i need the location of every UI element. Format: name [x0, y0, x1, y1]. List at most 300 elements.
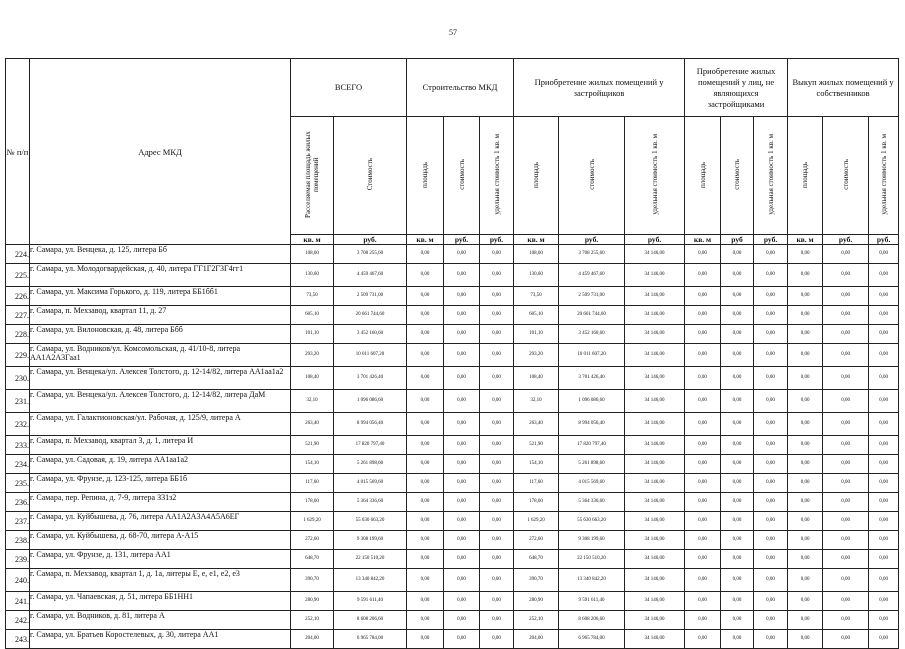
row-number: 240. — [6, 569, 30, 592]
row-value: 0,00 — [444, 367, 480, 390]
table-row — [6, 611, 899, 630]
row-number: 235. — [6, 474, 30, 493]
row-value: 0,00 — [788, 630, 823, 649]
row-value: 0,00 — [685, 630, 721, 649]
unit-cell: руб. — [334, 235, 407, 245]
row-value: 0,00 — [721, 455, 754, 474]
col-nondev-unit: удельная стоимость 1 кв. м — [754, 117, 788, 235]
row-value: 1 096 086,60 — [334, 390, 407, 413]
row-value: 0,00 — [444, 413, 480, 436]
row-value: 4 015 569,60 — [559, 474, 625, 493]
row-number: 243. — [6, 630, 30, 649]
row-value: 0,00 — [407, 306, 444, 325]
row-value: 55 630 663,20 — [334, 512, 407, 531]
row-value: 0,00 — [823, 493, 869, 512]
row-value: 0,00 — [685, 344, 721, 367]
row-value: 0,00 — [869, 550, 899, 569]
row-value: 0,00 — [407, 493, 444, 512]
row-value: 0,00 — [754, 493, 788, 512]
row-value: 34 146,00 — [625, 344, 685, 367]
row-value: 0,00 — [721, 493, 754, 512]
row-value: 34 146,00 — [625, 550, 685, 569]
row-value: 0,00 — [721, 569, 754, 592]
row-value: 0,00 — [444, 287, 480, 306]
row-value: 5 261 898,60 — [334, 455, 407, 474]
row-value: 0,00 — [869, 493, 899, 512]
row-number: 233. — [6, 436, 30, 455]
row-address: г. Самара, ул. Фрунзе, д. 123-125, литера ББ1б — [30, 474, 291, 493]
row-address: г. Самара, ул. Венцека/ул. Алексея Толстого, д. 12-14/82, литера АА1аа1а2 — [30, 367, 291, 390]
row-value: 0,00 — [754, 474, 788, 493]
table-row — [6, 264, 899, 287]
row-value: 0,00 — [823, 325, 869, 344]
row-value: 0,00 — [407, 325, 444, 344]
row-value: 0,00 — [721, 344, 754, 367]
row-value: 0,00 — [444, 531, 480, 550]
row-value: 34 146,00 — [625, 592, 685, 611]
row-value: 0,00 — [721, 611, 754, 630]
row-number: 232. — [6, 413, 30, 436]
row-address: г. Самара, ул. Садовая, д. 19, литера АА1аа1а2 — [30, 455, 291, 474]
row-address: г. Самара, п. Мехзавод, квартал 11, д. 27 — [30, 306, 291, 325]
row-value: 521,90 — [291, 436, 334, 455]
row-value: 0,00 — [480, 367, 514, 390]
row-value: 0,00 — [721, 287, 754, 306]
row-value: 0,00 — [685, 325, 721, 344]
row-value: 0,00 — [754, 367, 788, 390]
row-value: 0,00 — [823, 245, 869, 264]
unit-cell: руб. — [480, 235, 514, 245]
row-value: 252,10 — [514, 611, 559, 630]
row-value: 9 591 611,40 — [559, 592, 625, 611]
row-value: 73,50 — [514, 287, 559, 306]
row-value: 0,00 — [823, 390, 869, 413]
row-value: 0,00 — [823, 367, 869, 390]
row-value: 34 146,00 — [625, 325, 685, 344]
row-value: 1 096 086,60 — [559, 390, 625, 413]
row-value: 0,00 — [407, 550, 444, 569]
table-row — [6, 592, 899, 611]
row-value: 648,70 — [291, 550, 334, 569]
row-value: 0,00 — [754, 390, 788, 413]
row-value: 0,00 — [407, 531, 444, 550]
row-value: 6 965 784,00 — [559, 630, 625, 649]
row-value: 10 011 607,20 — [334, 344, 407, 367]
row-value: 0,00 — [754, 569, 788, 592]
row-value: 0,00 — [869, 390, 899, 413]
row-value: 0,00 — [754, 287, 788, 306]
row-value: 3 708 255,60 — [334, 245, 407, 264]
col-total-cost: Стоимость — [334, 117, 407, 235]
table-row — [6, 569, 899, 592]
row-value: 0,00 — [444, 264, 480, 287]
row-value: 0,00 — [407, 569, 444, 592]
table-row — [6, 325, 899, 344]
row-number: 236. — [6, 493, 30, 512]
row-value: 0,00 — [823, 550, 869, 569]
row-value: 0,00 — [480, 344, 514, 367]
row-value: 0,00 — [788, 367, 823, 390]
row-value: 0,00 — [480, 413, 514, 436]
row-value: 0,00 — [407, 287, 444, 306]
row-value: 0,00 — [444, 436, 480, 455]
row-value: 0,00 — [823, 531, 869, 550]
row-value: 17 820 797,40 — [334, 436, 407, 455]
row-value: 17 820 797,40 — [559, 436, 625, 455]
row-value: 0,00 — [444, 306, 480, 325]
row-value: 0,00 — [823, 611, 869, 630]
row-value: 0,00 — [754, 531, 788, 550]
row-value: 0,00 — [788, 306, 823, 325]
row-value: 0,00 — [869, 474, 899, 493]
row-value: 22 150 510,20 — [334, 550, 407, 569]
row-value: 0,00 — [823, 306, 869, 325]
row-value: 0,00 — [407, 474, 444, 493]
table-row — [6, 493, 899, 512]
row-value: 0,00 — [754, 436, 788, 455]
row-address: г. Самара, пер. Репина, д. 7-9, литера З31з2 — [30, 493, 291, 512]
row-value: 0,00 — [721, 592, 754, 611]
table-row — [6, 436, 899, 455]
table-row — [6, 630, 899, 649]
row-value: 0,00 — [480, 287, 514, 306]
unit-cell: кв. м — [407, 235, 444, 245]
row-value: 0,00 — [480, 264, 514, 287]
row-value: 130,60 — [291, 264, 334, 287]
row-value: 0,00 — [788, 592, 823, 611]
row-value: 204,00 — [291, 630, 334, 649]
row-value: 1 629,20 — [291, 512, 334, 531]
row-value: 0,00 — [480, 512, 514, 531]
row-value: 0,00 — [788, 550, 823, 569]
row-value: 0,00 — [685, 367, 721, 390]
row-value: 34 146,00 — [625, 367, 685, 390]
row-address: г. Самара, ул. Водников, д. 81, литера А — [30, 611, 291, 630]
row-value: 0,00 — [869, 306, 899, 325]
col-buy-area: площадь — [788, 117, 823, 235]
row-value: 0,00 — [685, 474, 721, 493]
row-value: 0,00 — [869, 592, 899, 611]
row-value: 34 146,00 — [625, 630, 685, 649]
row-value: 4 459 467,60 — [334, 264, 407, 287]
row-value: 0,00 — [788, 455, 823, 474]
row-value: 0,00 — [788, 569, 823, 592]
row-value: 263,40 — [291, 413, 334, 436]
col-nondev-cost: стоимость — [721, 117, 754, 235]
row-value: 0,00 — [823, 436, 869, 455]
col-dev-area: площадь — [514, 117, 559, 235]
row-value: 0,00 — [444, 569, 480, 592]
row-value: 1 629,20 — [514, 512, 559, 531]
row-value: 108,40 — [291, 367, 334, 390]
col-buy-unit: удельная стоимость 1 кв. м — [869, 117, 899, 235]
row-value: 0,00 — [788, 436, 823, 455]
row-value: 34 146,00 — [625, 436, 685, 455]
row-address: г. Самара, п. Мехзавод, квартал 1, д. 1а, литеры Е, е, е1, е2, е3 — [30, 569, 291, 592]
row-value: 10 011 607,20 — [559, 344, 625, 367]
row-value: 101,10 — [514, 325, 559, 344]
row-value: 9 308 199,60 — [559, 531, 625, 550]
row-number: 230. — [6, 367, 30, 390]
row-value: 0,00 — [788, 264, 823, 287]
row-value: 0,00 — [480, 306, 514, 325]
col-dev-unit: удельная стоимость 1 кв. м — [625, 117, 685, 235]
row-value: 34 146,00 — [625, 264, 685, 287]
row-value: 154,10 — [291, 455, 334, 474]
address-header: Адрес МКД — [30, 59, 291, 245]
row-value: 0,00 — [685, 436, 721, 455]
unit-cell: руб — [721, 235, 754, 245]
row-number: 241. — [6, 592, 30, 611]
row-value: 0,00 — [407, 413, 444, 436]
row-value: 0,00 — [685, 287, 721, 306]
group-nondevelopers-header: Приобретение жилых помещений у лиц, не являющихся застройщиками — [685, 59, 788, 117]
row-value: 0,00 — [869, 512, 899, 531]
row-value: 34 146,00 — [625, 413, 685, 436]
row-value: 0,00 — [754, 611, 788, 630]
row-address: г. Самара, ул. Галактионовская/ул. Рабочая, д. 125/9, литера А — [30, 413, 291, 436]
row-value: 0,00 — [480, 325, 514, 344]
row-value: 0,00 — [823, 630, 869, 649]
row-value: 0,00 — [869, 531, 899, 550]
row-value: 55 630 663,20 — [559, 512, 625, 531]
row-value: 20 661 744,60 — [559, 306, 625, 325]
row-value: 263,40 — [514, 413, 559, 436]
row-value: 0,00 — [721, 550, 754, 569]
row-value: 0,00 — [754, 592, 788, 611]
row-value: 0,00 — [788, 325, 823, 344]
row-value: 0,00 — [685, 569, 721, 592]
row-value: 0,00 — [685, 493, 721, 512]
unit-cell: руб. — [754, 235, 788, 245]
row-value: 0,00 — [721, 367, 754, 390]
group-buyout-header: Выкуп жилых помещений у собственников — [788, 59, 899, 117]
row-value: 0,00 — [480, 630, 514, 649]
row-value: 0,00 — [480, 474, 514, 493]
row-value: 0,00 — [788, 512, 823, 531]
group-total-header: ВСЕГО — [291, 59, 407, 117]
row-value: 3 708 255,60 — [559, 245, 625, 264]
col-constr-cost: стоимость — [444, 117, 480, 235]
table-row — [6, 390, 899, 413]
row-value: 648,70 — [514, 550, 559, 569]
row-value: 0,00 — [823, 344, 869, 367]
row-value: 0,00 — [480, 390, 514, 413]
row-address: г. Самара, ул. Фрунзе, д. 131, литера АА1 — [30, 550, 291, 569]
row-value: 2 509 731,00 — [334, 287, 407, 306]
unit-cell: руб. — [625, 235, 685, 245]
row-value: 154,10 — [514, 455, 559, 474]
row-value: 0,00 — [869, 287, 899, 306]
row-value: 4 459 467,60 — [559, 264, 625, 287]
row-value: 13 340 842,20 — [559, 569, 625, 592]
row-value: 4 015 569,60 — [334, 474, 407, 493]
row-value: 0,00 — [407, 390, 444, 413]
table-row — [6, 474, 899, 493]
row-value: 0,00 — [754, 245, 788, 264]
unit-cell: руб. — [444, 235, 480, 245]
row-value: 0,00 — [788, 390, 823, 413]
table-row — [6, 550, 899, 569]
row-value: 0,00 — [788, 245, 823, 264]
row-value: 280,90 — [514, 592, 559, 611]
row-value: 390,70 — [514, 569, 559, 592]
row-address: г. Самара, п. Мехзавод, квартал 3, д. 1, литера И — [30, 436, 291, 455]
row-value: 0,00 — [721, 413, 754, 436]
row-value: 0,00 — [721, 512, 754, 531]
row-number: 231. — [6, 390, 30, 413]
row-value: 0,00 — [869, 325, 899, 344]
row-value: 0,00 — [788, 493, 823, 512]
row-value: 0,00 — [754, 550, 788, 569]
row-value: 204,00 — [514, 630, 559, 649]
row-value: 0,00 — [869, 413, 899, 436]
row-value: 0,00 — [754, 512, 788, 531]
col-nondev-area: площадь — [685, 117, 721, 235]
page-number: 57 — [449, 28, 457, 37]
row-value: 0,00 — [407, 455, 444, 474]
row-value: 0,00 — [444, 390, 480, 413]
row-value: 293,20 — [291, 344, 334, 367]
row-value: 3 452 160,60 — [559, 325, 625, 344]
row-value: 34 146,00 — [625, 493, 685, 512]
row-value: 0,00 — [444, 455, 480, 474]
unit-cell: кв. м — [788, 235, 823, 245]
row-value: 13 340 842,20 — [334, 569, 407, 592]
row-value: 0,00 — [407, 436, 444, 455]
row-value: 0,00 — [480, 611, 514, 630]
row-value: 521,90 — [514, 436, 559, 455]
row-value: 0,00 — [721, 306, 754, 325]
row-value: 0,00 — [444, 325, 480, 344]
row-value: 0,00 — [444, 344, 480, 367]
row-value: 0,00 — [480, 569, 514, 592]
unit-cell: руб. — [869, 235, 899, 245]
row-value: 0,00 — [869, 264, 899, 287]
table-row — [6, 367, 899, 390]
row-value: 252,10 — [291, 611, 334, 630]
row-value: 0,00 — [685, 611, 721, 630]
row-value: 0,00 — [788, 474, 823, 493]
row-value: 0,00 — [685, 245, 721, 264]
row-value: 0,00 — [823, 512, 869, 531]
row-value: 34 146,00 — [625, 474, 685, 493]
row-value: 6 965 784,00 — [334, 630, 407, 649]
row-value: 0,00 — [407, 630, 444, 649]
row-number: 242. — [6, 611, 30, 630]
row-value: 117,60 — [291, 474, 334, 493]
row-value: 0,00 — [685, 592, 721, 611]
row-value: 0,00 — [480, 493, 514, 512]
row-value: 0,00 — [444, 474, 480, 493]
row-value: 0,00 — [721, 630, 754, 649]
row-value: 20 661 744,60 — [334, 306, 407, 325]
row-value: 0,00 — [480, 531, 514, 550]
col-constr-unit: удельная стоимость 1 кв. м — [480, 117, 514, 235]
row-value: 34 146,00 — [625, 287, 685, 306]
row-value: 178,60 — [291, 493, 334, 512]
row-value: 5 261 898,60 — [559, 455, 625, 474]
row-value: 178,60 — [514, 493, 559, 512]
row-value: 0,00 — [407, 512, 444, 531]
row-number: 224. — [6, 245, 30, 264]
row-address: г. Самара, ул. Молодогвардейская, д. 40, литера ГГ1Г2Г3Г4гг1 — [30, 264, 291, 287]
unit-cell: кв. м — [685, 235, 721, 245]
row-value: 0,00 — [721, 390, 754, 413]
row-value: 390,70 — [291, 569, 334, 592]
group-developers-header: Приобретение жилых помещений у застройщиков — [514, 59, 685, 117]
row-value: 32,10 — [514, 390, 559, 413]
row-value: 34 146,00 — [625, 611, 685, 630]
row-value: 0,00 — [823, 455, 869, 474]
row-address: г. Самара, ул. Венцека, д. 125, литера Бб — [30, 245, 291, 264]
table-body — [6, 245, 899, 649]
row-value: 22 150 510,20 — [559, 550, 625, 569]
row-value: 0,00 — [754, 630, 788, 649]
row-value: 0,00 — [444, 512, 480, 531]
row-value: 0,00 — [869, 455, 899, 474]
row-value: 0,00 — [754, 306, 788, 325]
row-value: 0,00 — [823, 287, 869, 306]
row-value: 3 701 426,40 — [559, 367, 625, 390]
row-value: 0,00 — [407, 245, 444, 264]
table-row — [6, 245, 899, 264]
row-address: г. Самара, ул. Максима Горького, д. 119, литера ББ1бб1 — [30, 287, 291, 306]
row-value: 0,00 — [480, 550, 514, 569]
row-value: 0,00 — [444, 245, 480, 264]
row-value: 280,90 — [291, 592, 334, 611]
row-number: 228. — [6, 325, 30, 344]
row-value: 0,00 — [685, 550, 721, 569]
row-number: 226. — [6, 287, 30, 306]
row-value: 5 364 336,60 — [334, 493, 407, 512]
row-value: 8 608 206,60 — [334, 611, 407, 630]
row-value: 0,00 — [685, 531, 721, 550]
table-row — [6, 287, 899, 306]
row-value: 0,00 — [721, 245, 754, 264]
row-value: 0,00 — [721, 325, 754, 344]
row-value: 34 146,00 — [625, 569, 685, 592]
row-value: 0,00 — [754, 264, 788, 287]
row-value: 34 146,00 — [625, 512, 685, 531]
row-value: 605,10 — [514, 306, 559, 325]
row-value: 0,00 — [869, 344, 899, 367]
row-value: 0,00 — [754, 455, 788, 474]
row-value: 0,00 — [480, 455, 514, 474]
row-value: 9 591 611,40 — [334, 592, 407, 611]
row-value: 0,00 — [823, 569, 869, 592]
row-value: 34 146,00 — [625, 390, 685, 413]
row-value: 0,00 — [407, 592, 444, 611]
row-value: 605,10 — [291, 306, 334, 325]
unit-cell: руб. — [823, 235, 869, 245]
row-value: 0,00 — [685, 455, 721, 474]
row-value: 2 509 731,00 — [559, 287, 625, 306]
row-address: г. Самара, ул. Вилоновская, д. 48, литера Ббб — [30, 325, 291, 344]
col-constr-area: площадь — [407, 117, 444, 235]
table-row — [6, 455, 899, 474]
row-value: 0,00 — [407, 344, 444, 367]
row-value: 0,00 — [721, 436, 754, 455]
row-value: 0,00 — [685, 264, 721, 287]
row-value: 9 308 199,60 — [334, 531, 407, 550]
row-value: 0,00 — [869, 630, 899, 649]
row-value: 0,00 — [788, 531, 823, 550]
row-value: 0,00 — [685, 390, 721, 413]
row-value: 117,60 — [514, 474, 559, 493]
row-address: г. Самара, ул. Куйбышева, д. 76, литера АА1А2А3А4А5А6ЕГ — [30, 512, 291, 531]
row-value: 0,00 — [823, 592, 869, 611]
